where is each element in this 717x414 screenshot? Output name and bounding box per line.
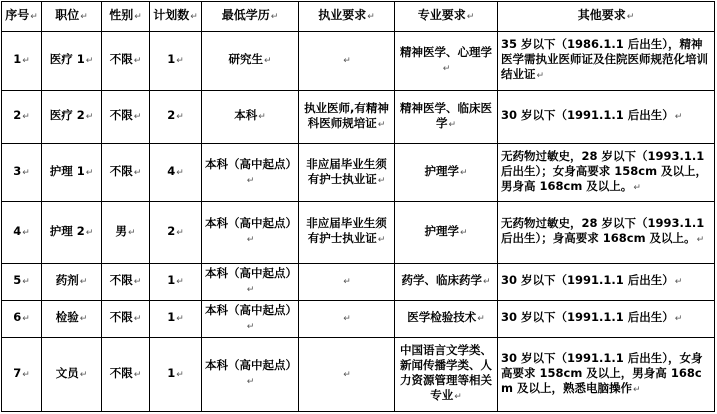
paragraph-mark-icon: ↵ [22,56,30,67]
paragraph-mark-icon: ↵ [674,314,683,325]
paragraph-mark-icon: ↵ [377,175,386,186]
paragraph-mark-icon: ↵ [176,56,184,67]
license-cell: 非应届毕业生须有护士执业证↵ [299,201,395,263]
paragraph-mark-icon: ↵ [134,12,142,22]
table-row [2,201,715,263]
position-cell: 文员↵ [42,337,102,411]
position-cell: 护理 2↵ [42,201,102,263]
no-cell: 2↵ [2,90,42,144]
paragraph-mark-icon: ↵ [459,227,468,238]
education-cell: 研究生↵ [202,32,299,91]
paragraph-mark-icon: ↵ [176,112,184,123]
major-cell: 护理学↵ [395,144,498,202]
paragraph-mark-icon: ↵ [477,314,485,325]
paragraph-mark-icon: ↵ [127,227,136,238]
plan-cell: 2↵ [150,90,202,144]
header-cell: 性别↵ [102,2,150,32]
paragraph-mark-icon: ↵ [343,277,351,288]
paragraph-mark-icon: ↵ [633,183,641,194]
paragraph-mark-icon: ↵ [79,369,88,380]
header-cell: 计划数↵ [150,2,202,32]
paragraph-mark-icon: ↵ [176,227,184,238]
paragraph-mark-icon: ↵ [377,119,386,130]
paragraph-mark-icon: ↵ [270,12,279,22]
paragraph-mark-icon: ↵ [343,56,351,67]
header-row [2,2,715,32]
paragraph-mark-icon: ↵ [246,235,255,246]
gender-cell: 男↵ [102,201,150,263]
paragraph-mark-icon: ↵ [85,227,94,238]
paragraph-mark-icon: ↵ [133,277,142,288]
plan-cell: 2↵ [150,201,202,263]
paragraph-mark-icon: ↵ [258,112,266,123]
paragraph-mark-icon: ↵ [30,12,38,22]
paragraph-mark-icon: ↵ [466,12,475,22]
recruitment-table [1,1,715,412]
paragraph-mark-icon: ↵ [482,277,491,288]
major-cell: 精神医学、临床医学↵ [395,90,498,144]
position-cell: 医疗 1↵ [42,32,102,91]
table-row [2,337,715,411]
paragraph-mark-icon: ↵ [80,12,88,22]
header-cell: 其他要求↵ [498,2,715,32]
header-cell: 序号↵ [2,2,42,32]
gender-cell: 不限↵ [102,90,150,144]
major-cell: 中国语言文学类、新闻传播学类、人力资源管理等相关专业↵ [395,337,498,411]
paragraph-mark-icon: ↵ [442,63,451,74]
no-cell: 4↵ [2,201,42,263]
education-cell: 本科（高中起点）↵ [202,263,299,300]
paragraph-mark-icon: ↵ [133,168,142,179]
table-row [2,263,715,300]
paragraph-mark-icon: ↵ [377,235,386,246]
paragraph-mark-icon: ↵ [448,119,457,130]
paragraph-mark-icon: ↵ [246,377,255,388]
gender-cell: 不限↵ [102,263,150,300]
paragraph-mark-icon: ↵ [633,384,641,395]
license-cell [299,32,395,91]
paragraph-mark-icon: ↵ [22,277,30,288]
paragraph-mark-icon: ↵ [85,168,94,179]
paragraph-mark-icon: ↵ [176,277,184,288]
paragraph-mark-icon: ↵ [176,168,184,179]
major-cell: 精神医学、心理学↵ [395,32,498,91]
license-cell [299,300,395,337]
license-cell: 非应届毕业生须有护士执业证↵ [299,144,395,202]
major-cell: 护理学↵ [395,201,498,263]
other-cell: 30 岁以下（1991.1.1 后出生）↵ [498,300,715,337]
paragraph-mark-icon: ↵ [246,321,255,332]
gender-cell: 不限↵ [102,32,150,91]
paragraph-mark-icon: ↵ [674,112,683,123]
header-cell: 职位↵ [42,2,102,32]
table-row [2,90,715,144]
paragraph-mark-icon: ↵ [696,235,705,246]
paragraph-mark-icon: ↵ [246,284,255,295]
paragraph-mark-icon: ↵ [246,175,255,186]
major-cell: 医学检验技术↵ [395,300,498,337]
table-row [2,300,715,337]
license-cell [299,337,395,411]
plan-cell: 4↵ [150,144,202,202]
header-cell: 最低学历↵ [202,2,299,32]
header-cell: 专业要求↵ [395,2,498,32]
paragraph-mark-icon: ↵ [536,71,545,82]
plan-cell: 1↵ [150,32,202,91]
paragraph-mark-icon: ↵ [133,56,142,67]
gender-cell: 不限↵ [102,300,150,337]
paragraph-mark-icon: ↵ [22,314,30,325]
position-cell: 医疗 2↵ [42,90,102,144]
license-cell: 执业医师,有精神科医师规培证↵ [299,90,395,144]
plan-cell: 1↵ [150,300,202,337]
no-cell: 3↵ [2,144,42,202]
paragraph-mark-icon: ↵ [22,168,30,179]
paragraph-mark-icon: ↵ [176,369,184,380]
gender-cell: 不限↵ [102,144,150,202]
other-cell: 30 岁以下（1991.1.1 后出生）↵ [498,263,715,300]
position-cell: 护理 1↵ [42,144,102,202]
other-cell: 30 岁以下（1991.1.1 后出生）↵ [498,90,715,144]
header-cell: 执业要求↵ [299,2,395,32]
table-row [2,144,715,202]
no-cell: 6↵ [2,300,42,337]
paragraph-mark-icon: ↵ [85,112,94,123]
education-cell: 本科（高中起点）↵ [202,144,299,202]
paragraph-mark-icon: ↵ [263,56,272,67]
education-cell: 本科（高中起点）↵ [202,201,299,263]
paragraph-mark-icon: ↵ [79,314,88,325]
no-cell: 1↵ [2,32,42,91]
paragraph-mark-icon: ↵ [674,277,683,288]
paragraph-mark-icon: ↵ [133,112,142,123]
paragraph-mark-icon: ↵ [22,112,30,123]
paragraph-mark-icon: ↵ [367,12,375,22]
position-cell: 检验↵ [42,300,102,337]
paragraph-mark-icon: ↵ [626,12,635,22]
no-cell: 5↵ [2,263,42,300]
paragraph-mark-icon: ↵ [133,369,142,380]
position-cell: 药剂↵ [42,263,102,300]
paragraph-mark-icon: ↵ [133,314,142,325]
gender-cell: 不限↵ [102,337,150,411]
table-row [2,32,715,91]
no-cell: 7↵ [2,337,42,411]
paragraph-mark-icon: ↵ [343,314,351,325]
paragraph-mark-icon: ↵ [454,392,462,403]
license-cell [299,263,395,300]
paragraph-mark-icon: ↵ [85,56,94,67]
education-cell: 本科↵ [202,90,299,144]
education-cell: 本科（高中起点）↵ [202,300,299,337]
paragraph-mark-icon: ↵ [22,227,30,238]
paragraph-mark-icon: ↵ [190,12,198,22]
other-cell: 无药物过敏史，28 岁以下（1993.1.1 后出生）；女身高要求 158cm 及以上，男身高 168cm 及以上。↵ [498,144,715,202]
other-cell: 30 岁以下（1991.1.1 后出生），女身高要求 158cm 及以上，男身高 168cm 及以上，熟悉电脑操作↵ [498,337,715,411]
plan-cell: 1↵ [150,263,202,300]
major-cell: 药学、临床药学↵ [395,263,498,300]
paragraph-mark-icon: ↵ [22,369,30,380]
plan-cell: 1↵ [150,337,202,411]
other-cell: 35 岁以下（1986.1.1 后出生），精神医学需执业医师证及住院医师规范化培训结业证↵ [498,32,715,91]
paragraph-mark-icon: ↵ [176,314,184,325]
paragraph-mark-icon: ↵ [459,168,468,179]
education-cell: 本科（高中起点）↵ [202,337,299,411]
paragraph-mark-icon: ↵ [343,369,351,380]
other-cell: 无药物过敏史，28 岁以下（1993.1.1 后出生）；身高要求 168cm 及以上。↵ [498,201,715,263]
paragraph-mark-icon: ↵ [79,277,88,288]
